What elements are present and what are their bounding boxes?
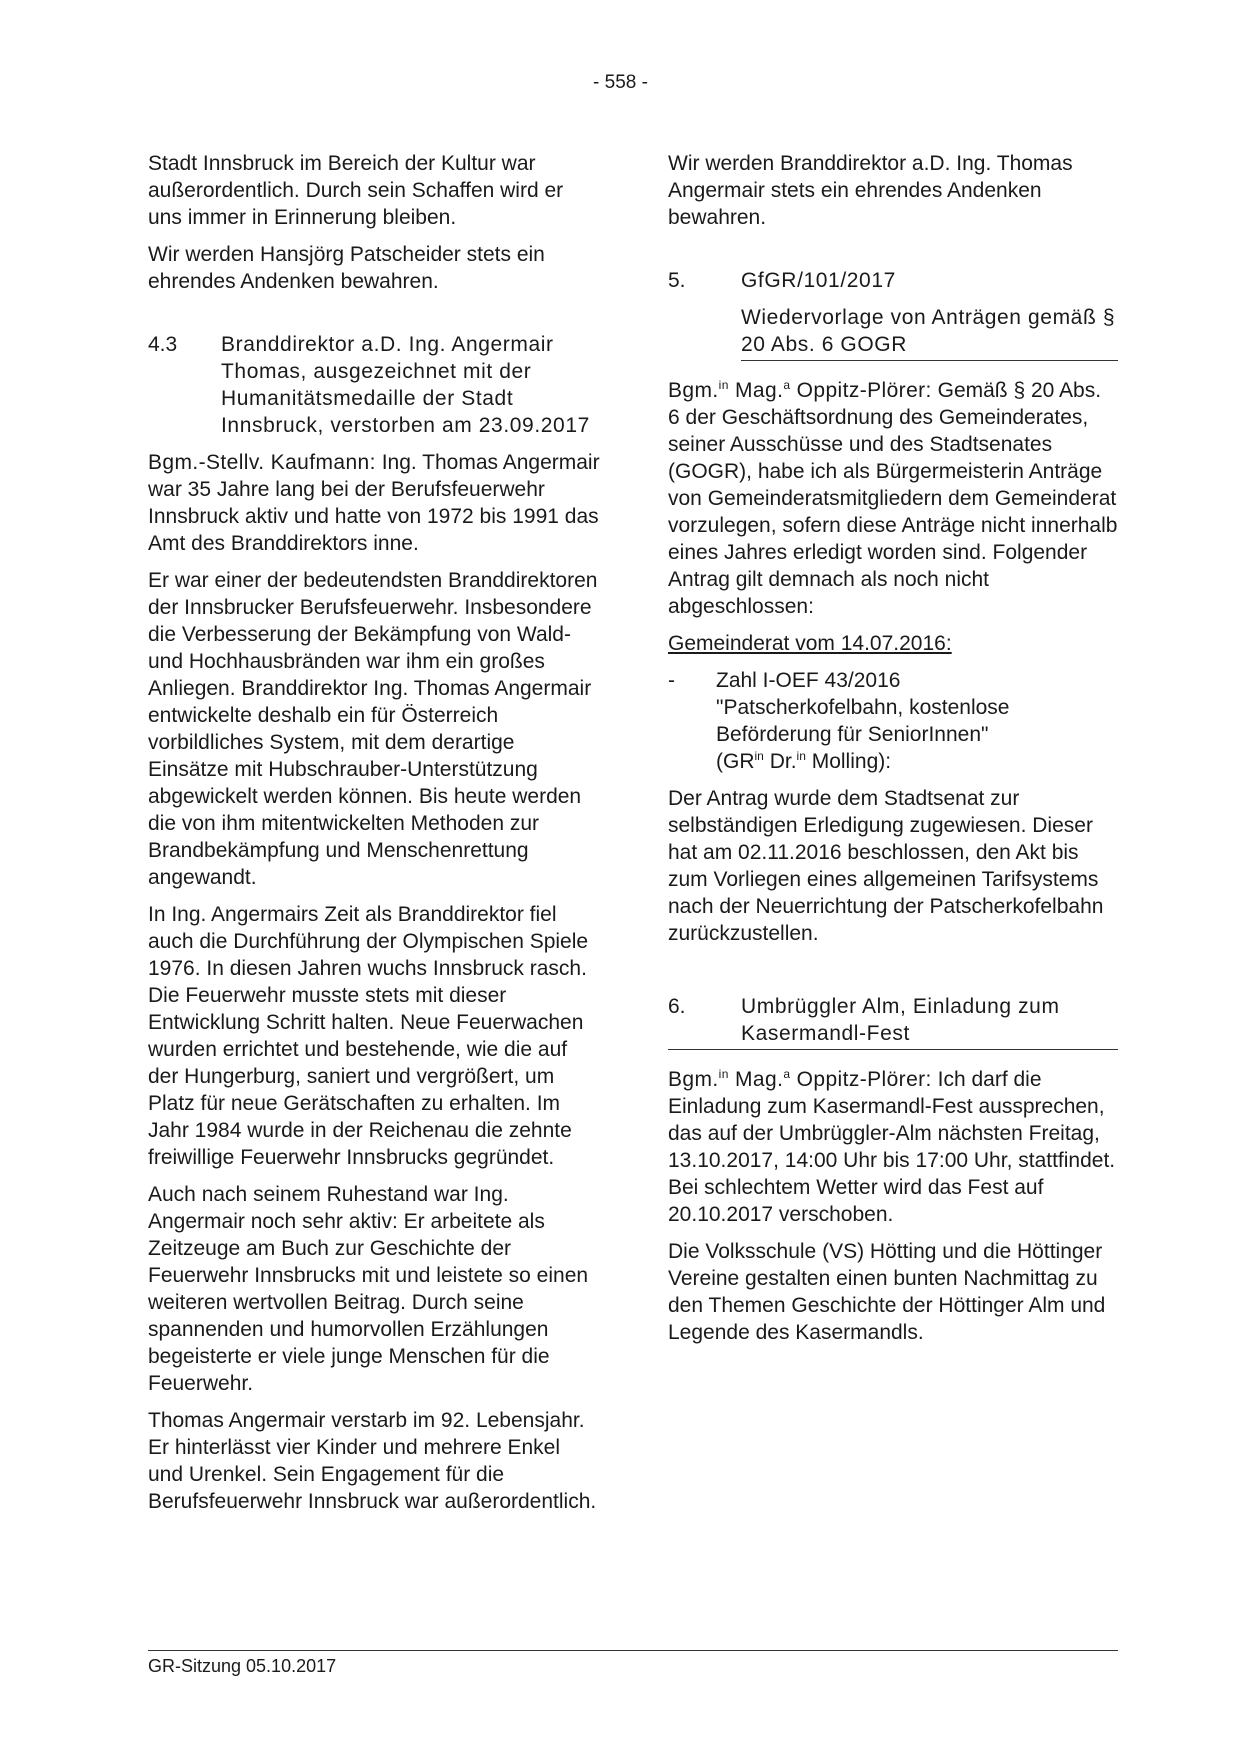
- paragraph: Thomas Angermair verstarb im 92. Lebensjahr. Er hinterlässt vier Kinder und mehrere Enkel und Urenkel. Sein Engagement für die Berufsfeuerwehr Innsbruck war außerordentlich.: [148, 1409, 597, 1513]
- section-number: 4.3: [148, 333, 178, 356]
- speaker: Bgm.-Stellv. Kaufmann:: [148, 451, 376, 474]
- gemeinderat-date: Gemeinderat vom 14.07.2016:: [668, 632, 952, 655]
- page-number: - 558 -: [593, 72, 648, 93]
- paragraph: Wir werden Branddirektor a.D. Ing. Thomas Angermair stets ein ehrendes Andenken bewahren.: [668, 152, 1073, 229]
- left-column: [148, 150, 600, 1525]
- list-item: [668, 667, 1118, 785]
- section-number: 5.: [668, 269, 686, 292]
- item-author: ($GR^{in}$ Dr.$^{in}$ Molling):: [716, 749, 892, 773]
- section-heading-6: [668, 983, 1118, 1050]
- paragraph: Die Volksschule (VS) Hötting und die Höttinger Vereine gestalten einen bunten Nachmittag zu den Themen Geschichte der Höttinger Alm und Legende des Kasermandls.: [668, 1240, 1106, 1344]
- speaker: Bgm.$^{in}$ Mag.$^a$ Oppitz-Plörer:: [668, 1067, 932, 1091]
- section-code: GfGR/101/2017: [741, 269, 896, 292]
- paragraph: Wir werden Hansjörg Patscheider stets ein ehrendes Andenken bewahren.: [148, 243, 545, 293]
- section-title: Branddirektor a.D. Ing. Angermair Thomas, ausgezeichnet mit der Humanitätsmedaille der Stadt Innsbruck, verstorben am 23.09.2017: [221, 333, 590, 437]
- section-heading-5: [668, 267, 1118, 294]
- list-dash: -: [668, 669, 675, 692]
- paragraph: Er war einer der bedeutendsten Branddirektoren der Innsbrucker Berufsfeuerwehr. Insbesondere die Verbesserung der Bekämpfung von Wald- und Hochhausbränden war ihm ein großes Anliegen. Branddirektor Ing. Thomas Angermair entwickelte deshalb ein für Österreich vorbildliches System, mit dem derartige Einsätze mit Hubschrauber-Unterstützung abgewickelt werden können. Bis heute werden die von ihm mitentwickelten Methoden zur Brandbekämpfung und Menschenrettung angewandt.: [148, 569, 598, 889]
- paragraph: In Ing. Angermairs Zeit als Branddirektor fiel auch die Durchführung der Olympischen Spiele 1976. In diesen Jahren wuchs Innsbruck rasch. Die Feuerwehr musste stets mit dieser Entwicklung Schritt halten. Neue Feuerwachen wurden errichtet und bestehende, wie die auf der Hungerburg, saniert und vergrößert, um Platz für neue Gerätschaften zu erhalten. Im Jahr 1984 wurde in der Reichenau die zehnte freiwillige Feuerwehr Innsbrucks gegründet.: [148, 903, 589, 1169]
- paragraph: Stadt Innsbruck im Bereich der Kultur war außerordentlich. Durch sein Schaffen wird er uns immer in Erinnerung bleiben.: [148, 152, 564, 229]
- item-title: "Patscherkofelbahn, kostenlose Beförderung für SeniorInnen": [716, 696, 1010, 746]
- paragraph: Bgm.-Stellv. Kaufmann: Ing. Thomas Angermair war 35 Jahre lang bei der Berufsfeuerwehr Innsbruck aktiv und hatte von 1972 bis 1991 das Amt des Branddirektors inne.: [148, 451, 600, 555]
- speaker: Bgm.$^{in}$ Mag.$^a$ Oppitz-Plörer:: [668, 378, 932, 402]
- right-column: [668, 150, 1118, 1356]
- paragraph: Bgm.$^{in}$ Mag.$^a$ Oppitz-Plörer: Gemäß § 20 Abs. 6 der Geschäftsordnung des Gemeinderates, seiner Ausschüsse und des Stadtsenates (GOGR), habe ich als Bürgermeisterin Anträge von Gemeinderatsmitgliedern dem Gemeinderat vorzulegen, sofern diese Anträge nicht innerhalb eines Jahres erledigt worden sind. Folgender Antrag gilt demnach als noch nicht abgeschlossen:: [668, 378, 1118, 618]
- item-text: Der Antrag wurde dem Stadtsenat zur selbständigen Erledigung zugewiesen. Dieser hat am 02.11.2016 beschlossen, den Akt bis zum Vorliegen eines allgemeinen Tarifsystems nach der Neuerrichtung der Patscherkofelbahn zurückzustellen.: [668, 787, 1104, 945]
- section-title: Umbrüggler Alm, Einladung zum Kasermandl-Fest: [741, 995, 1060, 1045]
- footer-divider: [148, 1650, 1118, 1651]
- paragraph: Bgm.$^{in}$ Mag.$^a$ Oppitz-Plörer: Ich darf die Einladung zum Kasermandl-Fest aussprechen, das auf der Umbrüggler-Alm nächsten Freitag, 13.10.2017, 14:00 Uhr bis 17:00 Uhr, stattfindet. Bei schlechtem Wetter wird das Fest auf 20.10.2017 verschoben.: [668, 1067, 1116, 1226]
- item-number: Zahl I-OEF 43/2016: [716, 669, 901, 692]
- paragraph: Auch nach seinem Ruhestand war Ing. Angermair noch sehr aktiv: Er arbeitete als Zeitzeuge am Buch zur Geschichte der Feuerwehr Innsbrucks mit und leistete so einen weiteren wertvollen Beitrag. Durch seine spannenden und humorvollen Erzählungen begeisterte er viele junge Menschen für die Feuerwehr.: [148, 1183, 589, 1395]
- section-number: 6.: [668, 995, 686, 1018]
- section-title: Wiedervorlage von Anträgen gemäß § 20 Abs. 6 GOGR: [741, 304, 1118, 361]
- section-heading-4-3: [148, 331, 600, 439]
- footer-session: GR-Sitzung 05.10.2017: [148, 1656, 337, 1676]
